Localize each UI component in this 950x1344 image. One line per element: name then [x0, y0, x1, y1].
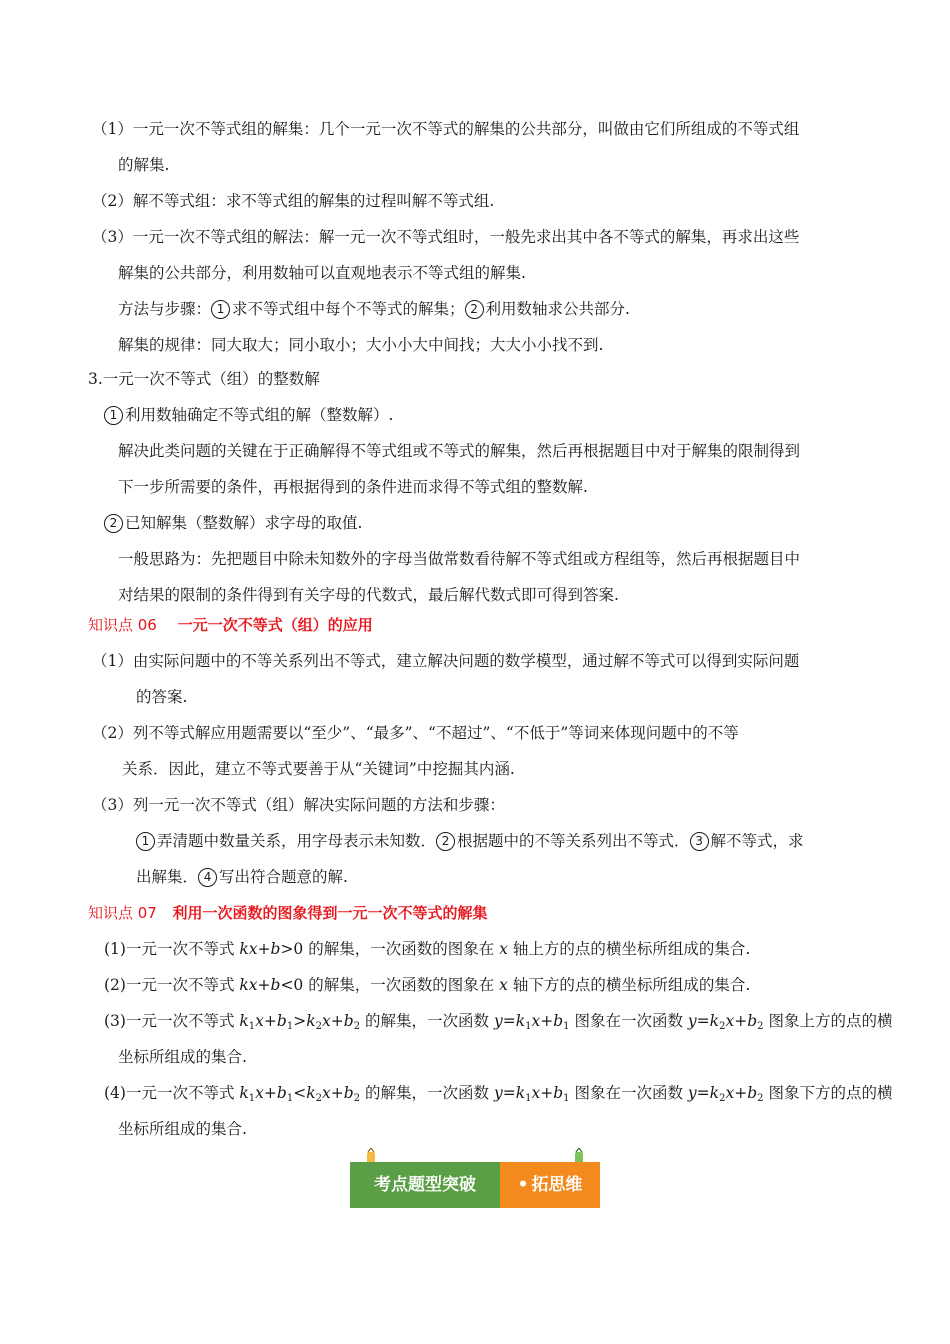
heading-title: 一元一次不等式（组）的应用 [177, 616, 373, 634]
text-span: 求不等式组中每个不等式的解集； [232, 300, 465, 318]
text-line [136, 830, 804, 852]
section-banner [350, 1162, 600, 1208]
heading-number: 知识点 06 [88, 616, 157, 634]
text-line: 一般思路为：先把题目中除未知数外的字母当做常数看待解不等式组或方程组等，然后再根据题目中 [118, 550, 801, 568]
text-line: 3.一元一次不等式（组）的整数解 [88, 370, 320, 388]
circled-number: 1 [136, 832, 155, 851]
text-span: <0 的解集，一次函数的图象在 [280, 976, 500, 994]
text-line: 解集的公共部分，利用数轴可以直观地表示不等式组的解集. [118, 264, 526, 282]
text-span: >0 的解集，一次函数的图象在 [280, 940, 500, 958]
text-span: 出解集． [136, 868, 199, 886]
text-line [104, 1082, 892, 1104]
text-line [104, 938, 750, 960]
banner-right-label: 拓思维 [531, 1175, 583, 1195]
circled-number: 1 [104, 406, 123, 425]
math-function: $y=k_1x+b_1$ [493, 1012, 570, 1032]
text-span: (4)一元一次不等式 [104, 1084, 240, 1102]
text-span: 根据题中的不等关系列出不等式． [457, 832, 690, 850]
banner-right [500, 1162, 600, 1208]
text-span: 的解集，一次函数 [360, 1084, 494, 1102]
text-line [104, 512, 362, 534]
text-span: 的解集，一次函数 [360, 1012, 494, 1030]
circled-number: 4 [198, 868, 217, 887]
math-function: $y=k_1x+b_1$ [493, 1084, 570, 1104]
text-line: 坐标所组成的集合. [118, 1048, 247, 1066]
heading-title: 利用一次函数的图象得到一元一次不等式的解集 [172, 904, 488, 922]
text-span: 图象在一次函数 [569, 1012, 688, 1030]
section-heading-07 [88, 902, 488, 924]
text-line [118, 298, 630, 320]
text-span: 已知解集（整数解）求字母的取值. [125, 514, 363, 532]
text-line: 关系．因此，建立不等式要善于从“关键词”中挖掘其内涵. [122, 760, 515, 778]
math-function: $y=k_2x+b_2$ [687, 1012, 764, 1032]
text-line: 坐标所组成的集合. [118, 1120, 247, 1138]
circled-number: 2 [104, 514, 123, 533]
text-line: 解决此类问题的关键在于正确解得不等式组或不等式的解集，然后再根据题目中对于解集的限制得到 [118, 442, 801, 460]
text-line: 下一步所需要的条件，再根据得到的条件进而求得不等式组的整数解. [118, 478, 588, 496]
circled-number: 2 [465, 300, 484, 319]
text-span: 弄清题中数量关系，用字母表示未知数． [157, 832, 437, 850]
text-span: 利用数轴求公共部分. [485, 300, 630, 318]
circled-number: 2 [436, 832, 455, 851]
text-span: 解不等式，求 [710, 832, 804, 850]
text-line [104, 404, 393, 426]
text-line: （3）列一元一次不等式（组）解决实际问题的方法和步骤： [92, 796, 505, 814]
text-line [136, 866, 348, 888]
text-line: 的答案. [136, 688, 188, 706]
circled-number: 1 [211, 300, 230, 319]
circled-number: 3 [690, 832, 709, 851]
text-line: 的解集. [118, 156, 170, 174]
math-inequality: $k_1x+b_1>k_2x+b_2$ [239, 1012, 361, 1032]
heading-number: 知识点 07 [88, 904, 157, 922]
text-line: 对结果的限制的条件得到有关字母的代数式，最后解代数式即可得到答案. [118, 586, 619, 604]
text-line: （2）列不等式解应用题需要以“至少”、“最多”、“不超过”、“不低于”等词来体现问题中的不等 [92, 724, 739, 742]
math-function: $y=k_2x+b_2$ [687, 1084, 764, 1104]
text-line: （2）解不等式组：求不等式组的解集的过程叫解不等式组. [92, 192, 495, 210]
text-span: 轴下方的点的横坐标所组成的集合. [507, 976, 751, 994]
math-variable: x [499, 976, 508, 994]
math-operator: > [293, 1012, 307, 1030]
text-span: (3)一元一次不等式 [104, 1012, 240, 1030]
math-expression: kx+b [239, 976, 281, 994]
text-span: 写出符合题意的解. [219, 868, 348, 886]
text-line: （1）一元一次不等式组的解集：几个一元一次不等式的解集的公共部分，叫做由它们所组成的不等式组 [92, 120, 800, 138]
text-span: 轴上方的点的横坐标所组成的集合. [507, 940, 751, 958]
math-inequality: $k_1x+b_1<k_2x+b_2$ [239, 1084, 361, 1104]
text-span: 方法与步骤： [118, 300, 212, 318]
section-heading-06 [88, 614, 373, 636]
text-span: 图象上方的点的横 [763, 1012, 893, 1030]
text-line [104, 1010, 892, 1032]
text-span: 图象下方的点的横 [763, 1084, 893, 1102]
text-span: (2)一元一次不等式 [104, 976, 240, 994]
math-variable: x [499, 940, 508, 958]
math-expression: kx+b [239, 940, 281, 958]
text-line: （3）一元一次不等式组的解法：解一元一次不等式组时，一般先求出其中各不等式的解集，再求出这些 [92, 228, 800, 246]
text-line: （1）由实际问题中的不等关系列出不等式，建立解决问题的数学模型，通过解不等式可以得到实际问题 [92, 652, 800, 670]
text-line [104, 974, 750, 996]
banner-dot: • [517, 1175, 529, 1195]
text-span: (1)一元一次不等式 [104, 940, 240, 958]
text-span: 利用数轴确定不等式组的解（整数解）. [125, 406, 394, 424]
text-line: 解集的规律：同大取大；同小取小；大小小大中间找；大大小小找不到. [118, 336, 604, 354]
text-span: 图象在一次函数 [569, 1084, 688, 1102]
math-operator: < [293, 1084, 307, 1102]
banner-left-label: 考点题型突破 [350, 1162, 500, 1208]
